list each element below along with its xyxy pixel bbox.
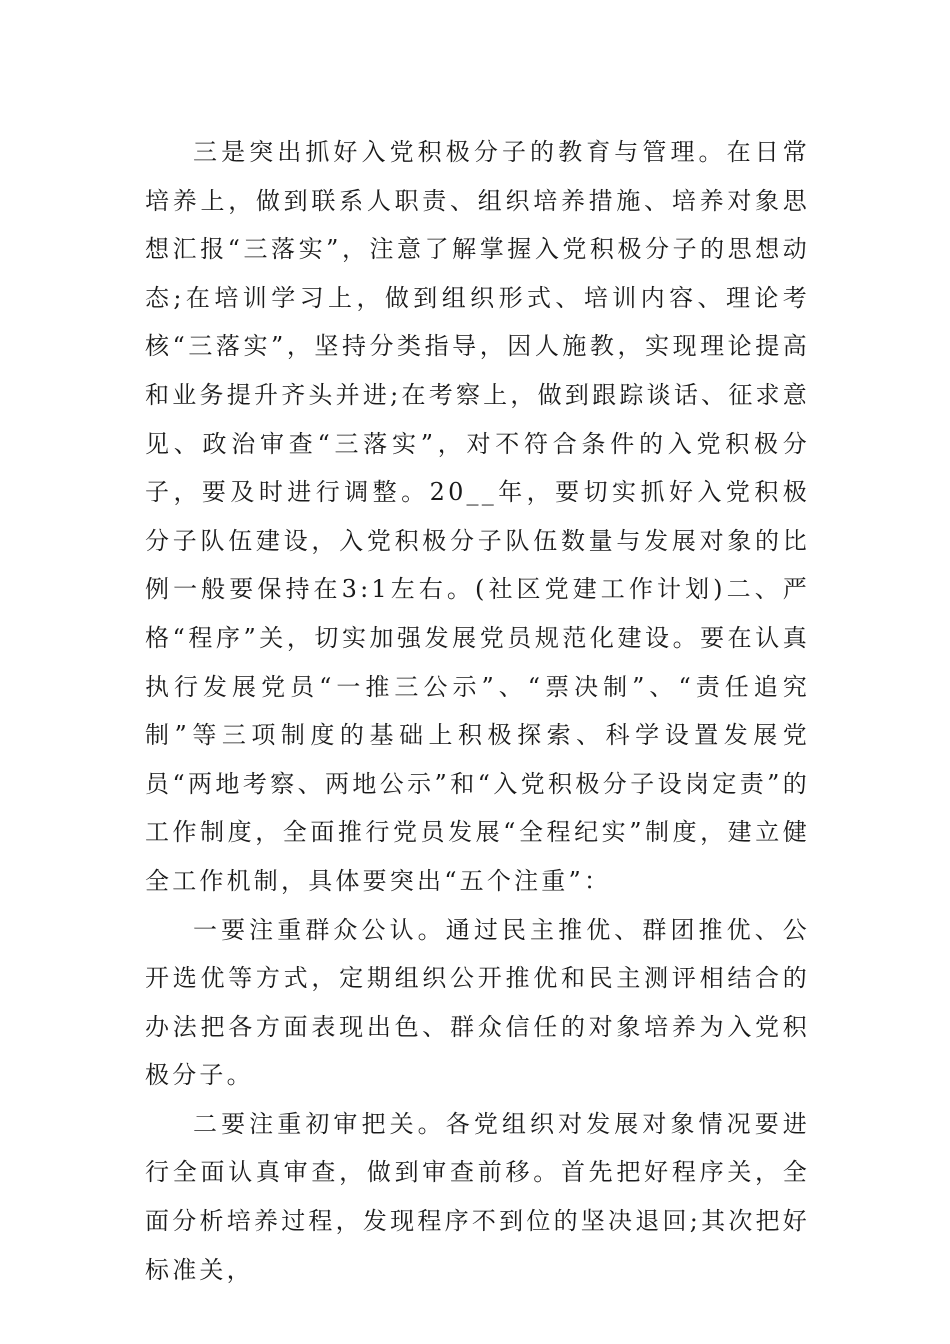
paragraph-public-recognition: 一要注重群众公认。通过民主推优、群团推优、公开选优等方式，定期组织公开推优和民主测评相结合的办法把各方面表现出色、群众信任的对象培养为入党积极分子。 [145, 915, 810, 1090]
document-body [145, 128, 810, 1294]
paragraph-party-activist-education: 三是突出抓好入党积极分子的教育与管理。在日常培养上，做到联系人职责、组织培养措施、培养对象思想汇报“三落实”，注意了解掌握入党积极分子的思想动态;在培训学习上，做到组织形式、培训内容、理论考核“三落实”，坚持分类指导，因人施教，实现理论提高和业务提升齐头并进;在考察上，做到跟踪谈话、征求意见、政治审查“三落实”，对不符合条件的入党积极分子，要及时进行调整。20__年，要切实抓好入党积极分子队伍建设，入党积极分子队伍数量与发展对象的比例一般要保持在3:1左右。(社区党建工作计划)二、严格“程序”关，切实加强发展党员规范化建设。要在认真执行发展党员“一推三公示”、“票决制”、“责任追究制”等三项制度的基础上积极探索、科学设置发展党员“两地考察、两地公示”和“入党积极分子设岗定责”的工作制度，全面推行党员发展“全程纪实”制度，建立健全工作机制，具体要突出“五个注重”： [145, 138, 810, 895]
paragraph-preliminary-review: 二要注重初审把关。各党组织对发展对象情况要进行全面认真审查，做到审查前移。首先把好程序关，全面分析培养过程，发现程序不到位的坚决退回;其次把好标准关， [145, 1109, 810, 1284]
